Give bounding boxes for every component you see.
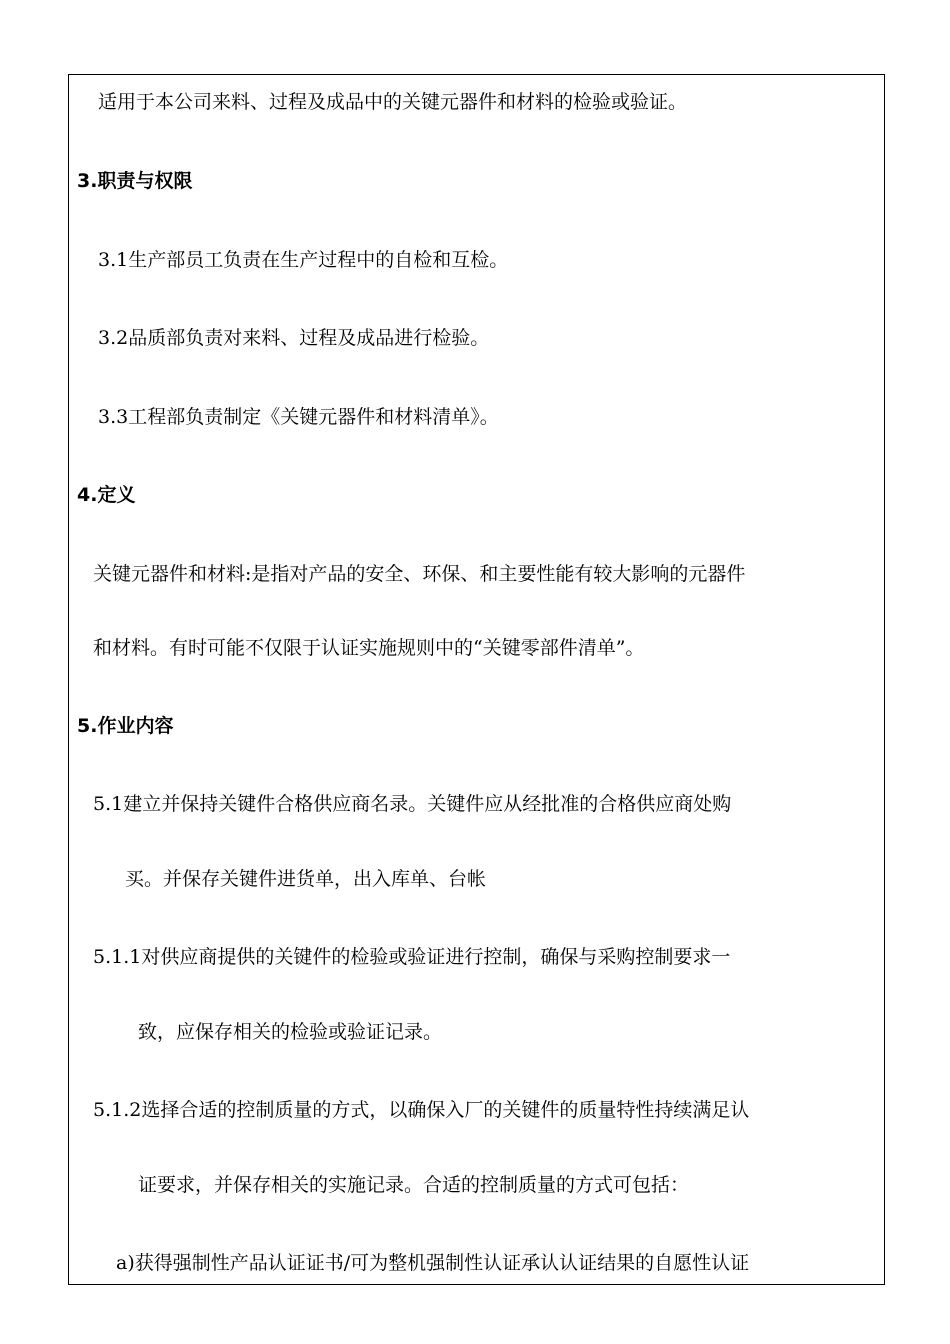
section-5-1-2-line-1: 5.1.2选择合适的控制质量的方式，以确保入厂的关键件的质量特性持续满足认 [93,1099,750,1121]
section-3-2: 3.2品质部负责对来料、过程及成品进行检验。 [98,327,490,349]
scope-text: 适用于本公司来料、过程及成品中的关键元器件和材料的检验或验证。 [98,91,688,113]
section-5-1-line-2: 买。并保存关键件进货单，出入库单、台帐 [125,868,487,890]
definition-line-2: 和材料。有时可能不仅限于认证实施规则中的“关键零部件清单”。 [93,637,645,659]
section-5-1-1-line-2: 致，应保存相关的检验或验证记录。 [138,1021,443,1043]
section-3-3: 3.3工程部负责制定《关键元器件和材料清单》。 [98,406,499,428]
section-3-heading: 3.职责与权限 [77,170,193,192]
section-5-1-2-line-2: 证要求，并保存相关的实施记录。合适的控制质量的方式可包括： [138,1174,690,1196]
section-4-heading: 4.定义 [77,484,136,506]
section-3-1: 3.1生产部员工负责在生产过程中的自检和互检。 [98,249,509,271]
section-5-1-1-line-1: 5.1.1对供应商提供的关键件的检验或验证进行控制，确保与采购控制要求一 [93,946,731,968]
section-5-heading: 5.作业内容 [77,715,174,737]
definition-line-1: 关键元器件和材料:是指对产品的安全、环保、和主要性能有较大影响的元器件 [93,563,746,585]
item-a: a)获得强制性产品认证证书/可为整机强制性认证承认认证结果的自愿性认证 [116,1252,750,1274]
section-5-1-line-1: 5.1建立并保持关键件合格供应商名录。关键件应从经批准的合格供应商处购 [93,793,732,815]
